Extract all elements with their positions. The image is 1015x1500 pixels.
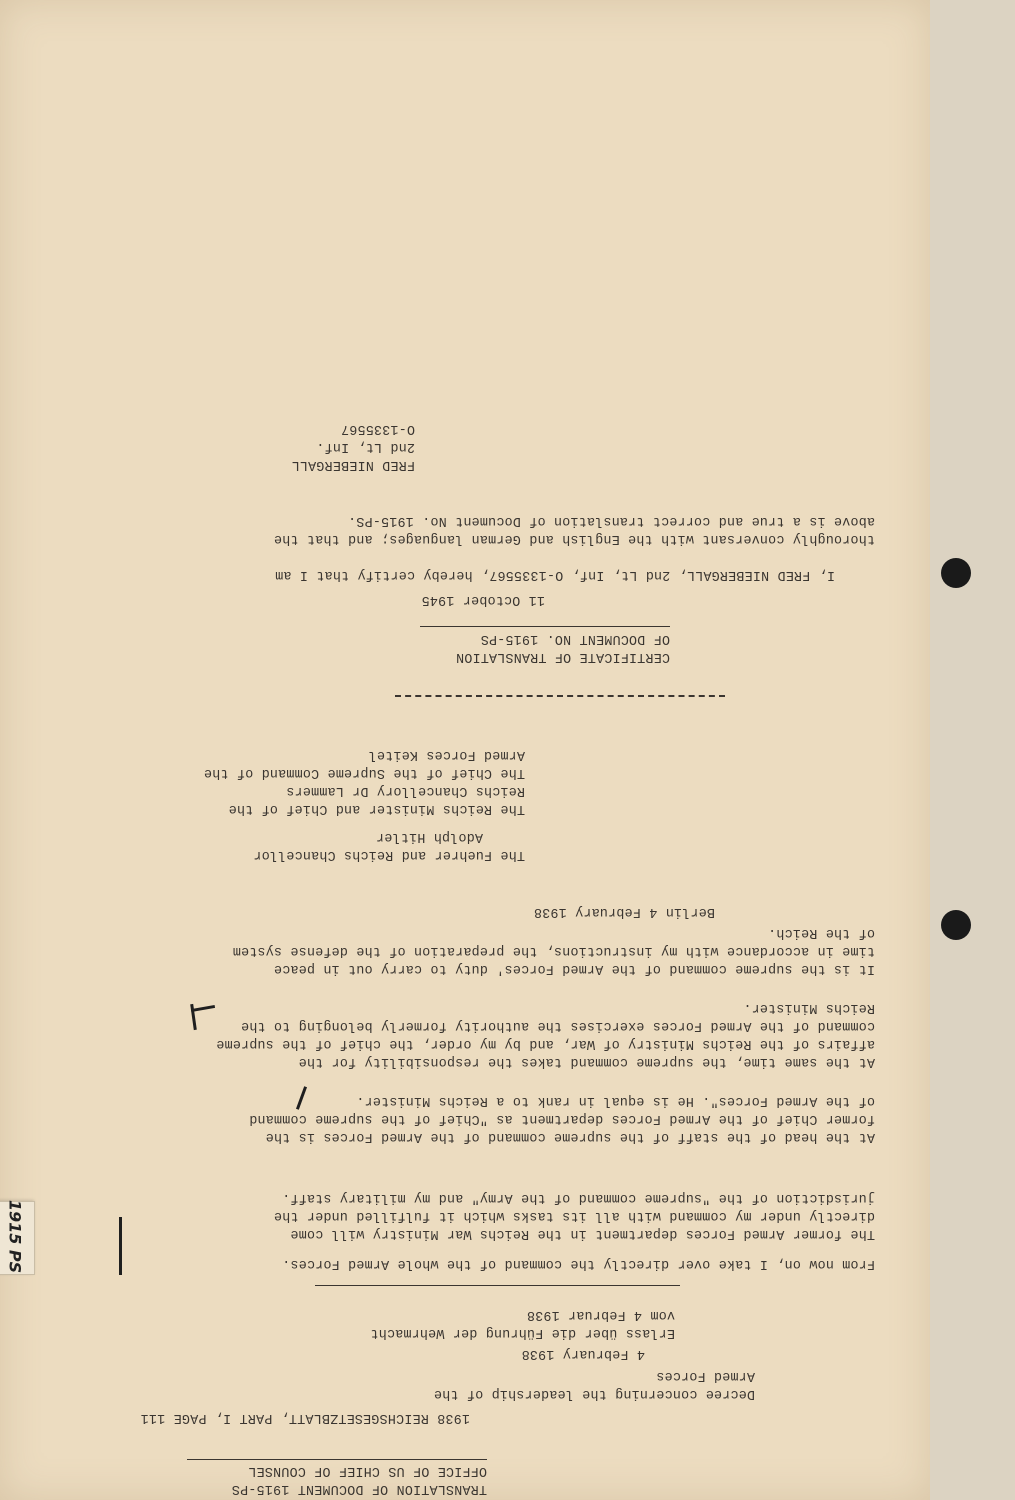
signature-name-lammers: Reichs Chancellory Dr Lammers [286,783,525,798]
body-paragraph-3-line2: former Chief of the Armed Forces department as "Chief of the supreme command [249,1111,875,1126]
certificate-title: CERTIFICATE OF TRANSLATION [455,649,670,664]
body-paragraph-4-line1: At the same time, the supreme command takes the responsibility for the [298,1054,875,1069]
decree-german-date: vom 4 Februar 1938 [526,1307,675,1322]
body-paragraph-5-line1: It is the supreme command of the Armed Forces' duty to carry out in peace [273,961,875,976]
punch-hole [941,910,971,940]
margin-pen-line [119,1217,122,1275]
certifier-rank: 2nd Lt, Inf. [316,439,415,454]
body-paragraph-2-line2: directly under my command with all its tasks which it fulfilled under the [273,1208,875,1223]
body-paragraph-4-line2: affairs of the Reichs Ministry of War, and by my order, the chief of the supreme [216,1036,875,1051]
decree-divider [315,1285,680,1286]
body-paragraph-2-line1: The former Armed Forces department in the Reichs War Ministry will come [290,1226,875,1241]
header-title: TRANSLATION OF DOCUMENT 1915-PS [231,1481,487,1496]
signature-name-keitel: Armed Forces Keitel [368,747,525,762]
body-paragraph-1: From now on, I take over directly the command of the whole Armed Forces. [282,1256,875,1271]
punch-hole [941,558,971,588]
section-separator [395,695,725,697]
certificate-text-line2: thoroughly conversant with the English and German languages; and that the [273,531,875,546]
certificate-document-no: OF DOCUMENT NO. 1915-PS [480,631,670,646]
signature-title-3: The Chief of the Supreme Command of the [203,765,525,780]
certifier-name: FRED NIEBERGALL [291,457,415,472]
body-paragraph-3-line3: of the Armed Forces". He is equal in rank to a Reichs Minister. [356,1093,875,1108]
certificate-text-line1: I, FRED NIEBERGALL, 2nd Lt, Inf, O-1335567, hereby certify that I am [274,567,835,582]
body-paragraph-5-line3: of the Reich. [767,925,875,940]
decree-date: 4 February 1938 [521,1346,645,1361]
decree-title-line1: Decree concerning the leadership of the [433,1386,755,1401]
signature-title-1: The Fuehrer and Reichs Chancellor [253,847,525,862]
certifier-serial: O-1335567 [340,421,415,436]
decree-title-line2: Armed Forces [656,1368,755,1383]
citation: 1938 REICHSGESETZBLATT, PART I, PAGE 111 [140,1410,470,1425]
margin-stamp: 1915 PS [5,1199,25,1274]
body-paragraph-4-line3: command of the Armed Forces exercises the authority formerly belonging to the [240,1018,875,1033]
certificate-underline [420,626,670,627]
decree-german-title: Erlass über die Führung der Wehrmacht [370,1325,675,1340]
certificate-date: 11 October 1945 [421,592,545,607]
body-paragraph-2-line3: jurisdiction of the "supreme command of the Army" and my military staff. [282,1190,875,1205]
body-paragraph-4-line4: Reichs Minister. [743,1000,875,1015]
signature-name-hitler: Adolph Hitler [375,829,483,844]
header-underline [187,1459,487,1460]
body-paragraph-5-line2: time in accordance with my instructions, the preparation of the defense system [232,943,875,958]
header-office: OFFICE OF US CHIEF OF COUNSEL [248,1463,487,1478]
place-and-date: Berlin 4 February 1938 [533,904,715,919]
body-paragraph-3-line1: At the head of the staff of the supreme command of the Armed Forces is the [265,1129,875,1144]
signature-title-2: The Reichs Minister and Chief of the [228,801,525,816]
certificate-text-line3: above is a true and correct translation of Document No. 1915-PS. [347,513,875,528]
